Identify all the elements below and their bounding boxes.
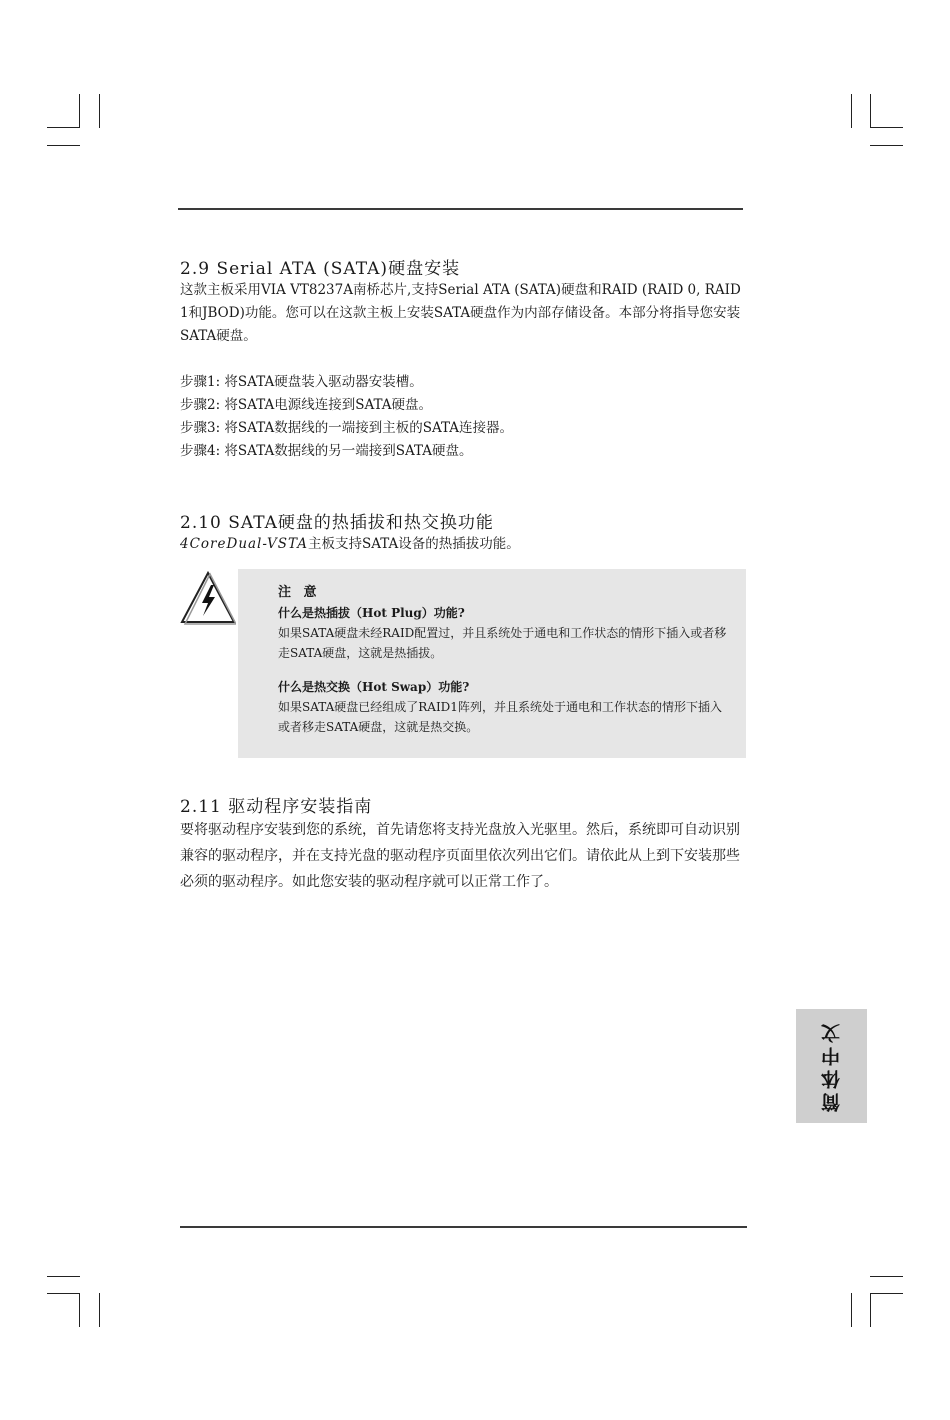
language-side-tab — [796, 1009, 867, 1123]
model-name: 4CoreDual-VSTA — [180, 536, 308, 552]
step-1: 步骤1: 将SATA硬盘装入驱动器安装槽。 — [180, 374, 423, 390]
hot-swap-answer: 如果SATA硬盘已经组成了RAID1阵列，并且系统处于通电和工作状态的情形下插入或者移走SATA硬盘，这就是热交换。 — [278, 700, 722, 734]
section-2-10-body — [180, 533, 750, 556]
step-3: 步骤3: 将SATA数据线的一端接到主板的SATA连接器。 — [180, 420, 513, 436]
footer-rule — [180, 1226, 747, 1228]
section-2-9-heading: 2.9 Serial ATA (SATA)硬盘安装 — [180, 259, 461, 279]
hot-plug-question: 什么是热插拔（Hot Plug）功能? — [278, 606, 465, 620]
warning-lightning-icon — [180, 570, 236, 626]
section-2-11-body: 要将驱动程序安装到您的系统，首先请您将支持光盘放入光驱里。然后，系统即可自动识别兼容的驱动程序，并在支持光盘的驱动程序页面里依次列出它们。请依此从上到下安装那些必须的驱动程序。如此您安装的驱动程序就可以正常工作了。 — [180, 822, 740, 890]
note-box — [238, 569, 746, 758]
section-2-10-body-text: 主板支持SATA设备的热插拔功能。 — [307, 536, 520, 552]
hot-swap-question: 什么是热交换（Hot Swap）功能? — [278, 680, 470, 694]
step-4: 步骤4: 将SATA数据线的另一端接到SATA硬盘。 — [180, 443, 473, 459]
language-label: 简体中文 — [821, 1020, 843, 1112]
header-rule — [178, 208, 743, 210]
section-2-9-body: 这款主板采用VIA VT8237A南桥芯片,支持Serial ATA (SATA)硬盘和RAID (RAID 0, RAID 1和JBOD)功能。您可以在这款主板上安装SATA硬盘作为内部存储设备。本部分将指导您安装SATA硬盘。 — [180, 282, 741, 344]
note-title: 注 意 — [278, 585, 321, 600]
section-2-11-heading: 2.11 驱动程序安装指南 — [180, 797, 373, 817]
section-2-10-heading: 2.10 SATA硬盘的热插拔和热交换功能 — [180, 513, 494, 533]
hot-plug-answer: 如果SATA硬盘未经RAID配置过，并且系统处于通电和工作状态的情形下插入或者移走SATA硬盘，这就是热插拔。 — [278, 626, 727, 660]
installation-steps — [180, 371, 750, 463]
step-2: 步骤2: 将SATA电源线连接到SATA硬盘。 — [180, 397, 432, 413]
